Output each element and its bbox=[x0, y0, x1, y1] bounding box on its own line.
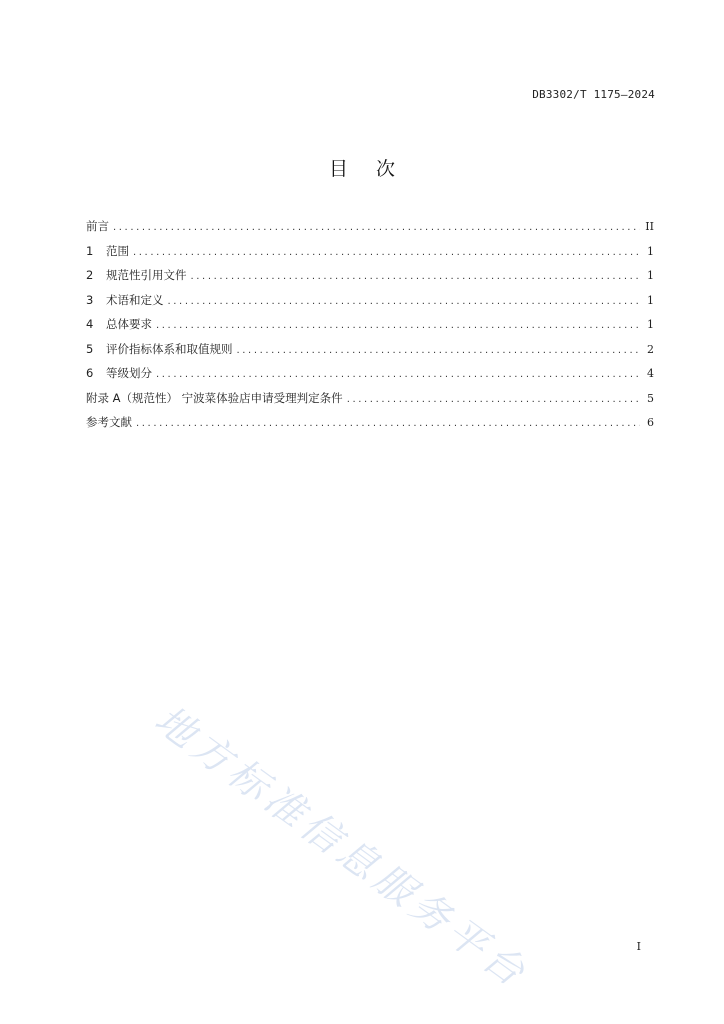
toc-entry-number: 6 bbox=[86, 366, 94, 380]
toc-entry-page: 1 bbox=[647, 269, 654, 282]
toc-entry-evaluation-index[interactable] bbox=[86, 341, 654, 366]
toc-entry-label: 等级划分 bbox=[106, 366, 152, 380]
toc-entry-bibliography[interactable] bbox=[86, 414, 654, 439]
toc-entry-number: 4 bbox=[86, 317, 94, 331]
toc-leader-dots bbox=[191, 269, 641, 285]
page-title: 目次 bbox=[328, 158, 423, 180]
toc-leader-dots bbox=[133, 245, 640, 261]
toc-entry-appendix-a[interactable] bbox=[86, 390, 654, 415]
toc-entry-terms-definitions[interactable] bbox=[86, 292, 654, 317]
toc-leader-dots bbox=[136, 416, 640, 432]
toc-leader-dots bbox=[237, 343, 641, 359]
page-number: I bbox=[636, 940, 641, 953]
toc-leader-dots bbox=[168, 294, 641, 310]
toc-leader-dots bbox=[113, 220, 640, 236]
toc-entry-page: II bbox=[645, 220, 654, 233]
document-number: DB3302/T 1175—2024 bbox=[532, 88, 655, 101]
toc-entry-page: 1 bbox=[647, 244, 654, 258]
toc-leader-dots bbox=[156, 318, 640, 334]
toc-entry-page: 5 bbox=[647, 391, 654, 405]
table-of-contents bbox=[86, 218, 654, 439]
toc-entry-foreword[interactable] bbox=[86, 218, 654, 243]
toc-entry-page: 1 bbox=[647, 318, 654, 331]
toc-entry-label: 附录 A（规范性） 宁波菜体验店申请受理判定条件 bbox=[86, 390, 343, 405]
toc-entry-number: 2 bbox=[86, 268, 94, 282]
toc-entry-general-requirements[interactable] bbox=[86, 316, 654, 341]
toc-entry-number: 5 bbox=[86, 341, 94, 356]
toc-entry-page: 6 bbox=[647, 416, 654, 429]
toc-entry-page: 1 bbox=[647, 293, 654, 307]
watermark-text: 地方标准信息服务平台 bbox=[146, 697, 537, 999]
toc-entry-label: 参考文献 bbox=[86, 415, 132, 429]
toc-entry-label: 总体要求 bbox=[106, 317, 152, 331]
toc-entry-label: 评价指标体系和取值规则 bbox=[106, 341, 233, 356]
toc-leader-dots bbox=[156, 367, 640, 383]
toc-entry-grade-classification[interactable] bbox=[86, 365, 654, 390]
toc-entry-normative-references[interactable] bbox=[86, 267, 654, 292]
toc-entry-number: 1 bbox=[86, 243, 94, 258]
toc-entry-scope[interactable] bbox=[86, 243, 654, 268]
toc-entry-page: 4 bbox=[647, 367, 654, 380]
toc-entry-label: 规范性引用文件 bbox=[106, 268, 187, 282]
toc-entry-label: 范围 bbox=[106, 243, 129, 258]
toc-entry-page: 2 bbox=[647, 342, 654, 356]
toc-entry-number: 3 bbox=[86, 292, 94, 307]
toc-leader-dots bbox=[347, 392, 640, 408]
toc-entry-label: 术语和定义 bbox=[106, 292, 164, 307]
toc-entry-label: 前言 bbox=[86, 219, 109, 233]
